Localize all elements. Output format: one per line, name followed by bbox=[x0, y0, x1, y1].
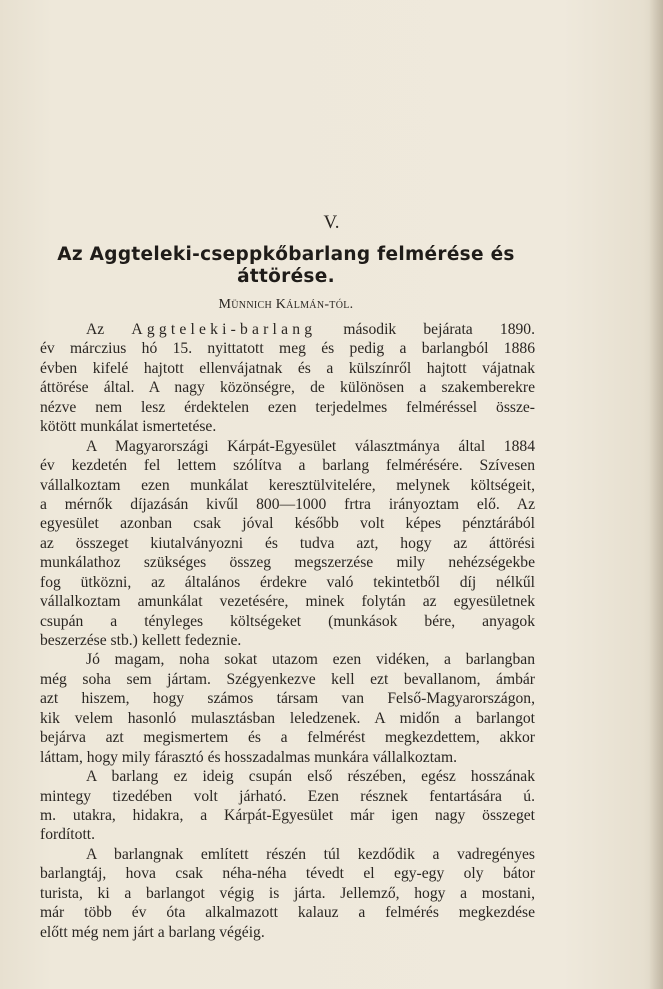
text-line: munkálathoz szükséges összeg megszerzése mily nehézségekbe bbox=[40, 554, 535, 572]
text-line: mintegy tizedében volt járható. Ezen résznek fentartására ú. bbox=[40, 787, 535, 805]
chapter-number: V. bbox=[323, 212, 340, 233]
text-line: A barlang ez ideig csupán első részében, egész hosszának bbox=[86, 768, 535, 786]
text-line: kik velem hasonló mulasztásban leledzenek. A midőn a barlangot bbox=[40, 709, 535, 727]
text-line: fordított. bbox=[40, 826, 96, 844]
article-body bbox=[40, 320, 535, 942]
spaced-term: Aggteleki-barlang bbox=[131, 321, 317, 338]
text-line: nézve nem lesz érdektelen ezen terjedelmes felméréssel össze- bbox=[40, 398, 535, 416]
text-line: A Magyarországi Kárpát-Egyesület választmánya által 1884 bbox=[86, 437, 535, 455]
text-line: az összeget kiutalványozni és tudva azt, hogy az áttörési bbox=[40, 534, 535, 552]
text-line: áttörése által. A nagy közönségre, de különösen a szakemberekre bbox=[40, 379, 535, 397]
text-line: még soha sem jártam. Szégyenkezve kell ezt bevallanom, ámbár bbox=[40, 670, 535, 688]
text-line: már több év óta alkalmazott kalauz a felmérés megkezdése bbox=[40, 904, 535, 922]
text-line: fog ütközni, az általános érdekre való tekintetből díj nélkűl bbox=[40, 573, 535, 591]
text-line: év márczius hó 15. nyittatott meg és pedig a barlangból 1886 bbox=[40, 340, 535, 358]
text-line: m. utakra, hidakra, a Kárpát-Egyesület már igen nagy összeget bbox=[40, 806, 535, 824]
text-line: láttam, hogy mily fárasztó és hosszadalmas munkára vállalkoztam. bbox=[40, 748, 458, 766]
text-segment: második bejárata 1890. bbox=[316, 321, 535, 338]
text-line: vállalkoztam ezen munkálat keresztülvitelére, melynek költségeit, bbox=[40, 476, 535, 494]
text-line: kötött munkálat ismertetése. bbox=[40, 418, 217, 436]
text-line: év kezdetén fel lettem szólítva a barlang felmérésére. Szívesen bbox=[40, 457, 535, 475]
text-line: turista, ki a barlangot végig is járta. Jellemző, hogy a mostani, bbox=[40, 884, 535, 902]
text-line: egyesület azonban csak jóval később volt képes pénztárából bbox=[40, 515, 535, 533]
article-author: Münnich Kálmán-tól. bbox=[218, 297, 354, 312]
text-line: a mérnők díjazásán kivűl 800—1000 frtra irányoztam elő. Az bbox=[40, 495, 535, 513]
text-line: Jó magam, noha sokat utazom ezen vidéken, a barlangban bbox=[86, 651, 535, 669]
text-line: évben kifelé hajtott ellenvájatnak és a külszínről hajtott vájatnak bbox=[40, 359, 535, 377]
text-line: bejárva azt megismertem és a felmérést megkezdettem, akkor bbox=[40, 729, 535, 747]
text-line: előtt még nem járt a barlang végéig. bbox=[40, 923, 265, 941]
article-title bbox=[36, 244, 536, 288]
text-line: azt hiszem, hogy számos társam van Felső-Magyarországon, bbox=[40, 690, 535, 708]
article-title-line-1: Az Aggteleki-cseppkőbarlang felmérése és bbox=[57, 244, 515, 265]
text-segment: Az bbox=[86, 321, 132, 338]
page-edge-shadow bbox=[649, 0, 663, 989]
text-line: beszerzése stb.) kellett fedeznie. bbox=[40, 632, 242, 649]
text-line: barlangtáj, hova csak néha-néha tévedt el egy-egy oly bátor bbox=[40, 865, 535, 883]
article-title-line-2: áttörése. bbox=[237, 266, 335, 287]
text-line: A barlangnak említett részén túl kezdődik a vadregényes bbox=[86, 845, 535, 863]
text-line: csupán a tényleges költségeket (munkások bére, anyagok bbox=[40, 612, 535, 630]
text-line: vállalkoztam amunkálat vezetésére, minek folytán az egyesületnek bbox=[40, 593, 535, 611]
text-line bbox=[40, 320, 535, 339]
